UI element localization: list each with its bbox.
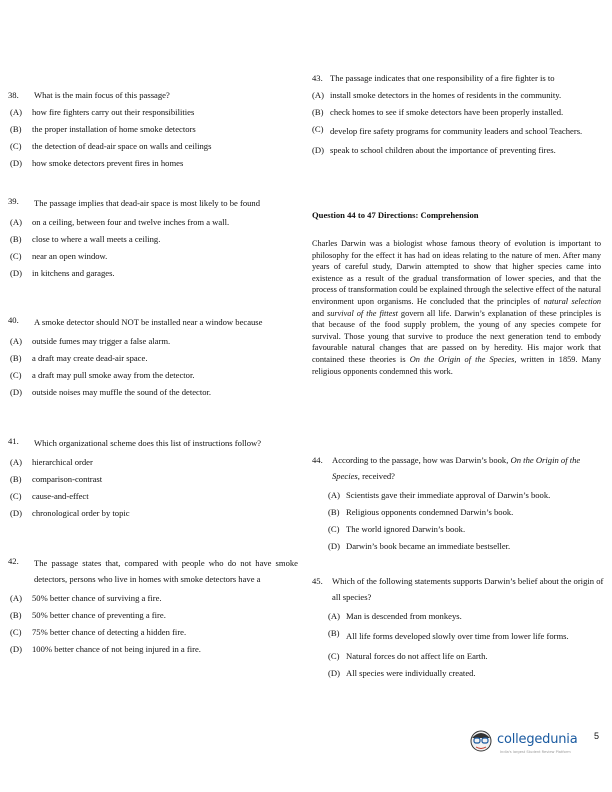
option[interactable]: (B) check homes to see if smoke detectors have been properly installed. [312, 107, 564, 117]
option[interactable]: (C) The world ignored Darwin’s book. [328, 524, 466, 534]
option[interactable]: (A) hierarchical order [10, 457, 93, 467]
question-41 [8, 435, 291, 519]
option[interactable]: (D) All species were individually created. [328, 668, 476, 678]
question-number: 44. [312, 455, 323, 465]
question-39 [8, 195, 291, 279]
option[interactable]: (A) Man is descended from monkeys. [328, 611, 462, 621]
question-number: 38. [8, 90, 19, 100]
option[interactable]: (B) 50% better chance of preventing a fire. [10, 610, 166, 620]
option[interactable]: (A) on a ceiling, between four and twelve inches from a wall. [10, 217, 230, 227]
option[interactable]: (D) in kitchens and garages. [10, 268, 115, 278]
question-40 [8, 314, 291, 398]
question-number: 42. [8, 556, 19, 566]
question-stem: The passage states that, compared with people who do not have smoke detectors, persons who live in homes with smoke detectors have a [34, 558, 298, 584]
page-number: 5 [594, 731, 600, 741]
option[interactable]: (B) All life forms developed slowly over time from lower life forms. [328, 628, 569, 641]
question-stem: According to the passage, how was Darwin’s book, On the Origin of the Species, received? [332, 455, 581, 481]
option[interactable]: (A) how fire fighters carry out their responsibilities [10, 107, 195, 117]
option[interactable]: (C) a draft may pull smoke away from the detector. [10, 370, 195, 380]
option[interactable]: (C) 75% better chance of detecting a hidden fire. [10, 627, 187, 637]
option[interactable]: (C) near an open window. [10, 251, 108, 261]
question-number: 41. [8, 436, 19, 446]
question-38 [8, 89, 291, 169]
option[interactable]: (B) a draft may create dead-air space. [10, 353, 148, 363]
question-stem: A smoke detector should NOT be installed near a window because [34, 317, 263, 327]
question-stem: What is the main focus of this passage? [34, 90, 170, 100]
question-number: 45. [312, 576, 323, 586]
option[interactable]: (D) outside noises may muffle the sound of the detector. [10, 387, 212, 397]
option[interactable]: (A) 50% better chance of surviving a fire. [10, 593, 162, 603]
option[interactable]: (C) the detection of dead-air space on walls and ceilings [10, 141, 212, 151]
option[interactable]: (C) cause-and-effect [10, 491, 89, 501]
option[interactable]: (C) develop fire safety programs for community leaders and school Teachers. [312, 124, 583, 136]
question-45 [312, 573, 604, 679]
option[interactable]: (A) install smoke detectors in the homes of residents in the community. [312, 90, 562, 100]
brand-name: collegedunia [497, 732, 578, 747]
option[interactable]: (C) Natural forces do not affect life on Earth. [328, 651, 488, 661]
option[interactable]: (A) outside fumes may trigger a false alarm. [10, 336, 171, 346]
option[interactable]: (B) comparison-contrast [10, 474, 103, 484]
question-number: 39. [8, 196, 19, 206]
question-43 [312, 72, 604, 156]
question-stem: Which of the following statements supports Darwin’s belief about the origin of all species? [332, 576, 604, 602]
option[interactable]: (B) close to where a wall meets a ceiling. [10, 234, 161, 244]
question-stem: Which organizational scheme does this list of instructions follow? [34, 438, 262, 448]
question-stem: The passage implies that dead-air space is most likely to be found [34, 198, 261, 208]
option[interactable]: (D) how smoke detectors prevent fires in homes [10, 158, 184, 168]
question-number: 43. [312, 73, 323, 83]
brand-tagline: India's largest Student Review Platform [500, 750, 571, 754]
question-44 [312, 452, 604, 552]
option[interactable]: (D) chronological order by topic [10, 508, 130, 518]
question-number: 40. [8, 315, 19, 325]
option[interactable]: (B) Religious opponents condemned Darwin’s book. [328, 507, 514, 517]
question-42 [8, 555, 298, 655]
option[interactable]: (A) Scientists gave their immediate approval of Darwin’s book. [328, 490, 551, 500]
option[interactable]: (B) the proper installation of home smoke detectors [10, 124, 196, 134]
option[interactable]: (D) speak to school children about the importance of preventing fires. [312, 145, 556, 155]
section-heading: Question 44 to 47 Directions: Comprehension [312, 210, 479, 220]
question-stem: The passage indicates that one responsibility of a fire fighter is to [330, 73, 555, 83]
option[interactable]: (D) 100% better chance of not being injured in a fire. [10, 644, 201, 654]
comprehension-passage: Charles Darwin was a biologist whose famous theory of evolution is important to philosophy for the effect it has had on ideas relating to the nature of men. After many years of careful study, Darwin attempted to show that higher species came into existence as a result of the gradual transformation of lower species, and that the process of transformation could be explained through the selective effect of the natural environment upon organisms. He concluded that the principles of natural selection and survival of the fittest govern all life. Darwin’s explanation of these principles is that because of the food supply problem, the young of any species compete for survival. Those young that survive to produce the next generation tend to embody favourable natural changes that are passed on by heredity. His major work that contained these theories is On the Origin of the Species, written in 1859. Many religious opponents condemned this work. [312, 239, 602, 376]
option[interactable]: (D) Darwin’s book became an immediate bestseller. [328, 541, 511, 551]
